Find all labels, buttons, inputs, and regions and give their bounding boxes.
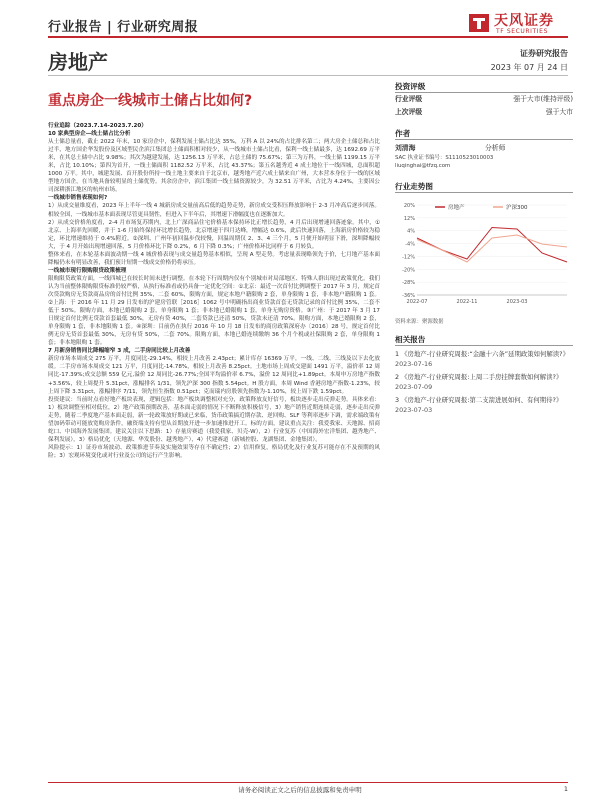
trend-section-title: 行业走势图 bbox=[395, 180, 573, 193]
y-tick-label: 12% bbox=[403, 215, 415, 222]
related-report-date: 2023-07-09 bbox=[395, 382, 433, 391]
related-reports bbox=[395, 350, 573, 415]
body-paragraph: 从土储总量看，截止 2022 年末，10 家房企中，保利发展土储占比达 35%，万科 A 以 24%的占比排名第二；两大房企土储总和占比过半，地方国企华发股份及区域型民企滨江集团总土储面积相对较少，从一线城市土储占比看，保利一线土储最多，达 1692.69 万平米，在其总土储中占比 9.98%；其次为越建发展，达 1256.13 万平米，占总土储的 75.67%；第三为万科，一线土储 1199.15 万平米，占比 10.10%；第四为首开，一线土储面积 1182.52 万平米，占比 43.37%；第五名越秀近 4 成土地位于一线四城，总面积超 1000 万平。其中，城建发展、首开股份所持一线土地主要来自于北京市，越秀地产近六成土储来自广州，大本营本身位于一线的区域型地方国企，在当地具备较明显的土储优势。其余房企中，滨江集团一线土储资源较少，为 32.51 万平米，占比为 4.24%，主要因公司深耕浙江地区的杭州市场。 bbox=[48, 139, 380, 194]
related-report-item[interactable] bbox=[395, 396, 573, 415]
report-body bbox=[48, 122, 380, 460]
author-sac: SAC 执业证书编号：S1110523010003 bbox=[395, 155, 494, 161]
footer-disclaimer: 请务必阅读正文之后的信息披露和免责申明 bbox=[238, 786, 362, 794]
legend-label: 沪深300 bbox=[506, 205, 528, 211]
author-email[interactable]: liuqinghai@tfzq.com bbox=[395, 163, 451, 169]
related-report-index: 2 bbox=[395, 373, 402, 381]
rating-row bbox=[395, 93, 573, 106]
related-report-title: 《房地产-行业研究周报:“金融十六条”延期政策如何解读?》 bbox=[401, 350, 569, 358]
body-paragraph: 1）从成交量维度看，2023 年上半年一线 4 城新房成交量前高后低的趋势走势，新房成交受积压释放影响于 2-3 月冲高后逐步回落。相较全国，一线城市基本面表现尽管更具韧性，但进入下半年后，其增速下滑幅度也在逐渐加大。 bbox=[48, 203, 380, 218]
rating-value: 强于大市(维持评级) bbox=[513, 95, 573, 103]
related-report-index: 3 bbox=[395, 396, 402, 404]
top-bar bbox=[48, 12, 568, 36]
rating-label: 行业评级 bbox=[395, 95, 423, 103]
report-tag: 证券研究报告 bbox=[520, 49, 568, 58]
section-heading: 行业追踪（2023.7.14-2023.7.20） bbox=[48, 123, 147, 129]
section-heading: 10 家典型房企—线土储占比分析 bbox=[48, 131, 131, 138]
title-rule bbox=[48, 75, 568, 76]
rating-section-title: 投资评级 bbox=[395, 80, 573, 93]
author-role: 分析师 bbox=[485, 144, 506, 152]
section-heading: 一线城市销售表现如何? bbox=[48, 195, 108, 202]
x-tick-label: 2022-07 bbox=[406, 299, 428, 305]
section-heading: 7 月新房销售同比降幅缩窄 3 成，二手房同比较上月改善 bbox=[48, 348, 191, 355]
logo-english-name: TF SECURITIES bbox=[496, 28, 548, 35]
y-tick-label: -4% bbox=[405, 241, 415, 248]
y-tick-label: -12% bbox=[402, 254, 415, 261]
sidebar bbox=[395, 77, 573, 415]
body-paragraph: 整体来看，在本轮基本面波动期一线 4 城价格表现与成交量趋势基本相似，呈现 A 型走势。考虑量表现略领先于价，七月地产基本面降幅仍未有明显改善，我们预计短期一线成交价格仍将承压。 bbox=[48, 251, 380, 266]
series-line-csi300 bbox=[417, 235, 567, 262]
body-paragraph: 投资建议：当前时点看好地产板块表现，逻辑包括：地产板块调整相对充分，政策释放友好信号，板块逐步走出反弹走势。具体来看：1）板块调整至相对低位，2）地产政策预期改善，基本面走弱的情况下不断释放积极信号，3）地产销售近期连续走弱，逐步走出反弹走势，随着二季度地产基本面走弱，新一轮政策放好期或已来临，货币政策搞近期存款、逆回购、SLF 等利率逐步下调，需求端政策有望加码带动可能放宽购房条件，融资端支持有望从首期放开进一步加速推进开工。标的方面，建议重点关注：我爱我家、天地源、招商蛇口、中国海外发展集团。建议关注以下思路：1）存量房赛道（我爱我家、贝壳-W），2）行业复苏（中国海外宏洋集团、越秀地产、保利发展），3）格局优化（天地源、华发股份、越秀地产），4）代建赛道（新城控股、龙湖集团、金地集团）。 bbox=[48, 396, 380, 443]
logo-name: 天风证券 bbox=[494, 13, 554, 29]
previous-rating-value: 强于大市 bbox=[545, 108, 573, 116]
body-paragraph: 风险提示：1）证券市场波动、政策推进节奏及实施效果等存在不确定性；2）信用修复，格局优化及行业复苏可能存在不及预期的风险；3）宏观环境变化或对行业及公司的运行产生影响。 bbox=[48, 444, 380, 459]
y-tick-label: -28% bbox=[402, 280, 415, 287]
author-name: 刘清海 bbox=[395, 144, 416, 152]
body-paragraph: 限购限贷政策方面，一线四城已在较长时间未进行调整。在本轮下行周期内仅有个别城市对局部地区、特殊人群出现过政策优化。我们认为当前整体限购限贷标准仍较严格，从执行标准看或仍具备一定优化空间：①北京：最近一次首付比例调整于 2017 年 3 月，规定首次贷款购房无贷款商品房的首付比例 35%，二套 60%，限购方面，规定本地户籍限购 2 套，单身限购 1 套，非本地户籍限购 1 套。②上海：于 2016 年 11 月 29 日发布的沪建房管联［2016］1062 号中明确指出商业贷款首套无贷款记录的首付比例 35%，二套不低于 50%。限购方面，本地已婚限购 2 套，单身限购 1 套；非本地已婚限购 1 套，单身无购房资格。③广州：于 2017 年 3 月 17 日规定首付比例无贷款首套最低 30%，无房有贷 40%，二套贷款已还清 50%，贷款未还清 70%。限购方面，本地已婚限购 2 套，单身限购 1 套，非本地限购 1 套。④深圳：目前仍在执行 2016 年 10 月 18 日发布的商房政策深府办〔2016〕28 号，规定首付比例无房无贷首套最低 30%，无房有贷 50%，二套 70%。限购方面，本地已婚连续缴纳 36 个月个税或社保限购 2 套，单身限购 1 套；非本地限购 1 套。 bbox=[48, 275, 380, 347]
tf-logo-icon bbox=[468, 12, 490, 34]
previous-rating-label: 上次评级 bbox=[395, 108, 423, 116]
author-row bbox=[395, 143, 573, 154]
related-report-title: 《房地产-行业研究周报:第二支箭进展如何、有何期待?》 bbox=[401, 396, 563, 404]
chart-source: 资料来源：聚源数据 bbox=[395, 319, 444, 325]
page-number: 1 bbox=[563, 785, 568, 793]
author-section-title: 作者 bbox=[395, 127, 573, 140]
body-paragraph: 新房市场本周成交 275 万平，月度同比-29.14%，相较上月改善 2.43pct；累计库存 16369 万平，一线、二线、三线及以下去化放缓。二手房市场本周成交 121 万平，月度同比-14.78%，相较上月改善 8.25pct。土地市场上周成交建面 1491 万平，溢价率 12 周同比-17.39%;成交总额 559 亿元,溢价 12 周同比-26.77%;全国平均溢价率 6.7%，溢价 12 周同比+1.89pct。本周申万房地产指数+3.56%，较上周提升 5.31pct，涨幅排名 1/31，领先沪深 300 指数 5.54pct。H 股方面，本周 Wind 香港房地产指数-1.23%，较上周下降 3.31pct，涨幅排序 7/11，领先恒生指数 0.51pct；克而瑞内房股领先指数为-1.10%，较上周下跌 1.59pct。 bbox=[48, 356, 380, 395]
report-title: 重点房企一线城市土储占比如何? bbox=[48, 93, 253, 109]
related-report-date: 2023-07-03 bbox=[395, 405, 433, 414]
related-report-title: 《房地产-行业研究周报:上周二手房挂牌套数如何解读?》 bbox=[401, 373, 563, 381]
related-report-item[interactable] bbox=[395, 373, 573, 392]
footer-rule bbox=[48, 782, 568, 783]
industry-title: 房地产 bbox=[48, 50, 108, 74]
header-rule bbox=[48, 36, 568, 38]
section-heading: 一线城市现行限购限贷政策梳理 bbox=[48, 267, 127, 274]
y-tick-label: 20% bbox=[403, 203, 415, 209]
trend-chart bbox=[395, 197, 573, 315]
report-date: 2023 年 07 月 24 日 bbox=[490, 63, 568, 72]
related-report-date: 2023-07-16 bbox=[395, 359, 433, 368]
previous-rating-row bbox=[395, 106, 573, 119]
y-tick-label: 4% bbox=[407, 228, 415, 235]
y-tick-label: -36% bbox=[402, 293, 415, 299]
body-paragraph: 2）从成交价格角度看，2-4 月市场复苏期内，北上广深商品住宅价格基本保持环比正增长趋势，4 月后出现增速回落迹象。其中，①北京、上海率先回暖，并于 1-6 月始终保持环比增长趋势，北京增速于四月达峰，增幅达 0.6%，此后快速回落，上海新房价格较为稳定，环比增速维持于 0.4%附近。②深圳、广州年初回温步伐较慢，回温周期仅 2、3、4 三个月，5 月便开始明显下滑，深圳降幅较大，于 4 月开始出现增速回落，5 月价格环比下降 0.2%，6 月下降 0.3%；广州价格环比同样于 6 月转负。 bbox=[48, 219, 380, 250]
x-tick-label: 2023-03 bbox=[506, 299, 528, 305]
x-tick-label: 2022-11 bbox=[456, 299, 478, 305]
y-tick-label: -20% bbox=[402, 267, 415, 274]
legend-label: 房地产 bbox=[448, 205, 465, 211]
report-type: 行业报告 | 行业研究周报 bbox=[48, 20, 199, 35]
related-section-title: 相关报告 bbox=[395, 333, 573, 346]
trend-chart-svg bbox=[395, 197, 573, 315]
related-report-index: 1 bbox=[395, 350, 402, 358]
related-report-item[interactable] bbox=[395, 350, 573, 369]
